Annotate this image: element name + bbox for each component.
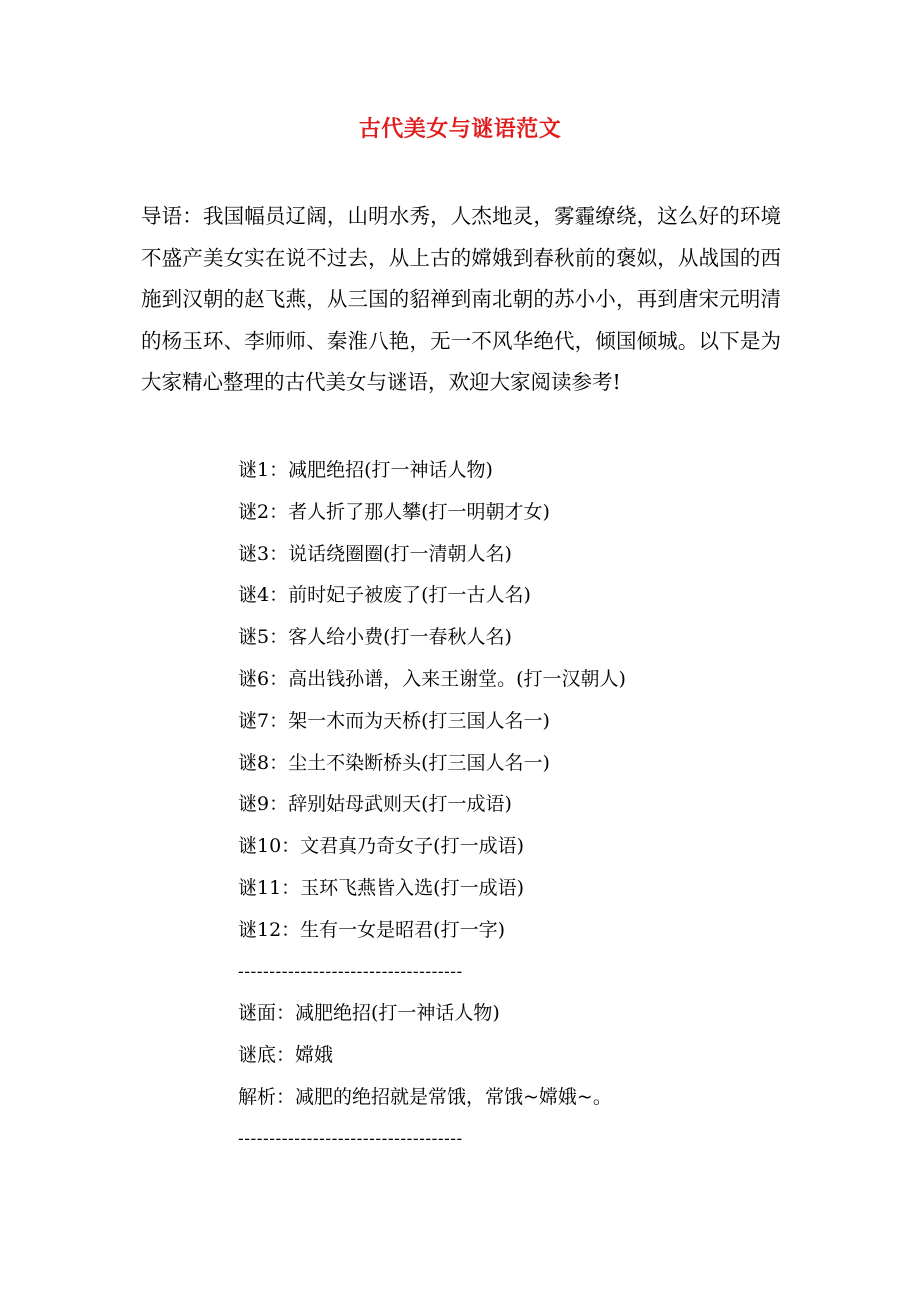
riddle-item: 谜7：架一木而为天桥(打三国人名一)	[238, 709, 550, 732]
riddle-face: 谜面：减肥绝招(打一神话人物)	[238, 1002, 500, 1025]
intro-paragraph: 导语：我国幅员辽阔，山明水秀，人杰地灵，雾霾缭绕，这么好的环境不盛产美女实在说不过去，从上古的嫦娥到春秋前的褒姒，从战国的西施到汉朝的赵飞燕，从三国的貂禅到南北朝的苏小小，再到唐宋元明清的杨玉环、李师师、秦淮八艳，无一不风华绝代，倾国倾城。以下是为大家精心整理的古代美女与谜语，欢迎大家阅读参考!	[141, 204, 781, 395]
divider-line: ------------------------------------	[238, 1128, 463, 1149]
document-title: 古代美女与谜语范文	[358, 116, 562, 142]
riddle-analysis: 解析：减肥的绝招就是常饿，常饿~嫦娥~。	[238, 1085, 612, 1108]
riddle-item: 谜6：高出钱孙谱，入来王谢堂。(打一汉朝人)	[238, 667, 626, 690]
riddle-list	[238, 450, 798, 1161]
riddle-item: 谜3：说话绕圈圈(打一清朝人名)	[238, 542, 512, 565]
riddle-item: 谜12：生有一女是昭君(打一字)	[238, 918, 506, 941]
riddle-item: 谜2：者人折了那人攀(打一明朝才女)	[238, 500, 550, 523]
riddle-item: 谜5：客人给小费(打一春秋人名)	[238, 626, 512, 649]
riddle-item: 谜9：辞别姑母武则天(打一成语)	[238, 793, 512, 816]
riddle-item: 谜11：玉环飞燕皆入选(打一成语)	[238, 876, 525, 899]
riddle-item: 谜10：文君真乃奇女子(打一成语)	[238, 835, 525, 858]
riddle-item: 谜4：前时妃子被废了(打一古人名)	[238, 584, 531, 607]
divider-line: ------------------------------------	[238, 961, 463, 982]
riddle-item: 谜8：尘土不染断桥头(打三国人名一)	[238, 751, 550, 774]
riddle-item: 谜1：减肥绝招(打一神话人物)	[238, 459, 493, 481]
riddle-answer: 谜底：嫦娥	[238, 1044, 334, 1067]
